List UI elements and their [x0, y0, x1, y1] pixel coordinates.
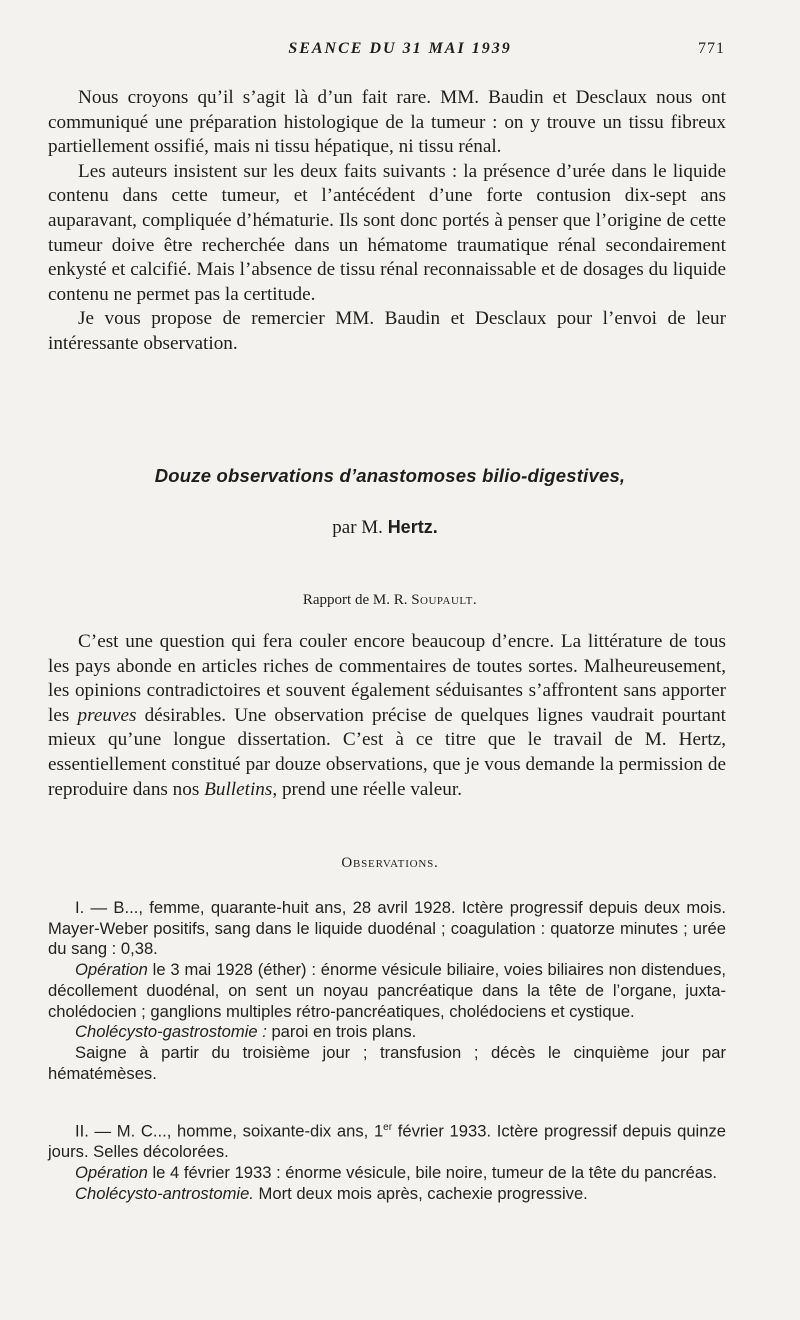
report-prefix: Rapport de M. R. [302, 592, 408, 608]
author-prefix: par M. [332, 517, 383, 538]
paragraph-thanks: Je vous propose de remercier MM. Baudin et Desclaux pour l’envoi de leur intéressante observation. [48, 308, 726, 354]
author-name: Hertz. [387, 517, 438, 537]
article-title: Douze observations d’anastomoses bilio-digestives, [154, 465, 626, 486]
author-line [0, 517, 770, 539]
running-header [0, 40, 800, 66]
prior-report-text [48, 86, 726, 357]
observation-2-operation-label: Opération [75, 1162, 148, 1182]
observation-2-operation [48, 1163, 726, 1184]
observation-2-procedure [48, 1184, 726, 1205]
intro-part-1: C’est une question qui fera couler encore beaucoup d’encre. La littérature de tous les pays abonde en articles riches de commentaires de toutes sortes. Malheureusement, les opinions contradictoires et souvent également séduisantes s’affrontent sans apporter les [48, 631, 726, 726]
observation-2 [48, 1118, 726, 1204]
intro-emphasis-preuves: preuves [77, 704, 137, 726]
observation-2-history-sup: er [383, 1122, 393, 1133]
paragraph-authors-insist: Les auteurs insistent sur les deux faits suivants : la présence d’urée dans le liquide contenu dans cette tumeur, et l’antécédent d’une forte contusion dix-sept ans auparavant, compliquée d’hématurie. Ils sont donc portés à penser que l’origine de cette tumeur doive être recherchée dans un hématome traumatique rénal secondairement enkysté et calcifié. Mais l’absence de tissu rénal reconnaissable et de dosages du liquide contenu ne permet pas la certitude. [48, 160, 726, 305]
observation-1-procedure-text: paroi en trois plans. [266, 1022, 417, 1042]
observation-2-procedure-text: Mort deux mois après, cachexie progressive. [253, 1183, 588, 1203]
observation-2-history-a: II. — M. C..., homme, soixante-dix ans, 1 [75, 1121, 384, 1141]
intro-text [48, 630, 726, 802]
observation-1 [48, 898, 726, 1084]
observation-2-history-b: février 1933. Ictère progressif depuis quinze jours. Selles décolorées. [48, 1121, 726, 1162]
section-heading-observations: Observations. [341, 855, 439, 871]
observation-1-history: I. — B..., femme, quarante-huit ans, 28 avril 1928. Ictère progressif depuis deux mois. Mayer-Weber positifs, sang dans le liquide duodénal ; coagulation : quatorze minutes ; urée du sang : 0,38. [48, 898, 726, 959]
paragraph-intro [48, 630, 726, 802]
observation-1-procedure-label: Cholécysto-gastrostomie : [75, 1022, 267, 1042]
paragraph-rare-case: Nous croyons qu’il s’agit là d’un fait rare. MM. Baudin et Desclaux nous ont communiqué une préparation histologique de la tumeur : on y trouve un tissu fibreux partiellement ossifié, mais ni tissu hépatique, ni tissu rénal. [48, 87, 726, 158]
page-number: 771 [698, 40, 725, 57]
observation-2-operation-text: le 4 février 1933 : énorme vésicule, bile noire, tumeur de la tête du pancréas. [147, 1162, 717, 1182]
report-line [0, 592, 780, 609]
observation-1-outcome: Saigne à partir du troisième jour ; transfusion ; décès le cinquième jour par hématémèses. [48, 1042, 726, 1083]
observation-2-procedure-label: Cholécysto-antrostomie. [75, 1183, 254, 1203]
observation-1-operation-label: Opération [75, 960, 148, 980]
observation-2-history [48, 1118, 726, 1163]
running-title: SEANCE DU 31 MAI 1939 [288, 40, 512, 57]
reporter-name: Soupault. [411, 592, 478, 608]
observation-1-operation-text: le 3 mai 1928 (éther) : énorme vésicule biliaire, voies biliaires non distendues, décollement duodénal, on sent un noyau pancréatique dans la tête de l’organe, juxta-cholédocien ; ganglions multiples rétro-pancréatiques, cholédociens et cystique. [48, 960, 726, 1021]
intro-emphasis-bulletins: Bulletins [204, 778, 273, 800]
observation-1-operation [48, 960, 726, 1022]
observation-1-procedure [48, 1022, 726, 1043]
intro-part-3: , prend une réelle valeur. [272, 778, 462, 800]
intro-part-2: désirables. Une observation précise de quelques lignes vaudrait pourtant mieux qu’une longue dissertation. C’est à ce titre que le travail de M. Hertz, essentiellement constitué par douze observations, que je vous demande la permission de reproduire dans nos [48, 704, 726, 800]
